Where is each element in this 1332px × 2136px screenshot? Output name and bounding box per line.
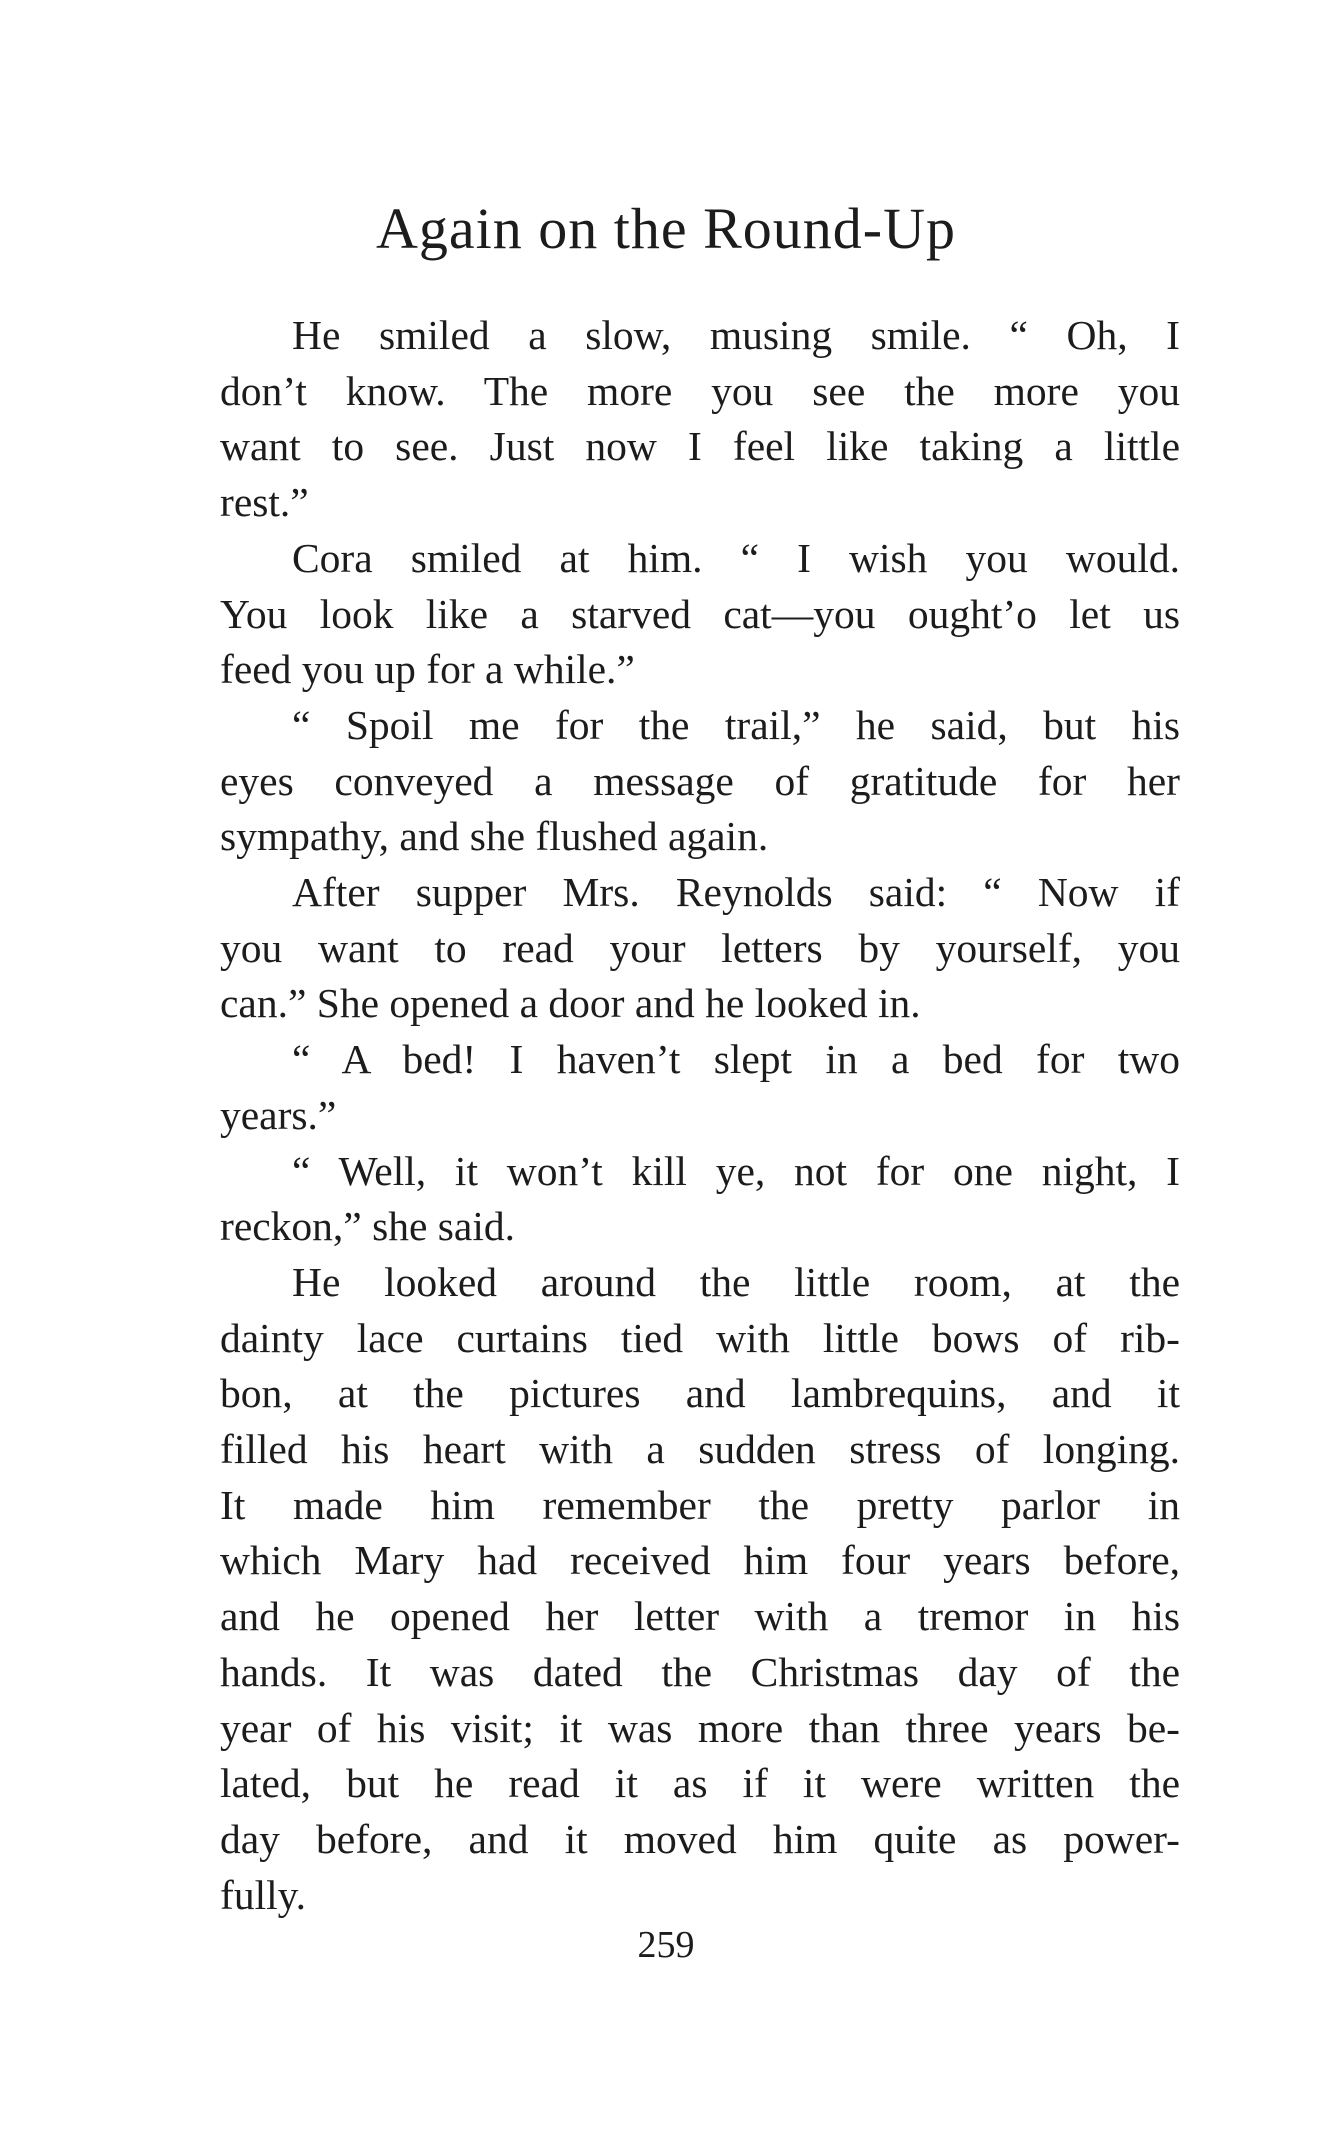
text-line: can.” She opened a door and he looked in.	[220, 980, 921, 1027]
text-line: He looked around the little room, at the	[292, 1258, 1180, 1305]
text-line: bon, at the pictures and lambrequins, and it	[220, 1370, 1180, 1417]
body-text	[220, 308, 1180, 1923]
text-line: which Mary had received him four years before,	[220, 1537, 1180, 1584]
text-line: feed you up for a while.”	[220, 646, 635, 693]
paragraph-1	[220, 308, 1180, 531]
text-line: fully.	[220, 1871, 307, 1918]
text-line: and he opened her letter with a tremor in his	[220, 1593, 1180, 1640]
text-line: hands. It was dated the Christmas day of the	[220, 1648, 1180, 1695]
text-line: “ Well, it won’t kill ye, not for one night, I	[292, 1147, 1180, 1194]
text-line: year of his visit; it was more than three years be-	[220, 1704, 1180, 1751]
text-line: want to see. Just now I feel like taking a little	[220, 423, 1180, 470]
running-head: Again on the Round-Up	[376, 196, 956, 261]
paragraph-7	[220, 1255, 1180, 1923]
text-line: sympathy, and she flushed again.	[220, 813, 769, 860]
text-line: “ Spoil me for the trail,” he said, but his	[292, 701, 1180, 748]
text-line: day before, and it moved him quite as power-	[220, 1815, 1180, 1862]
text-line: He smiled a slow, musing smile. “ Oh, I	[292, 312, 1180, 358]
paragraph-3	[220, 698, 1180, 865]
text-line: filled his heart with a sudden stress of longing.	[220, 1426, 1180, 1473]
text-line: It made him remember the pretty parlor in	[220, 1481, 1180, 1528]
text-line: dainty lace curtains tied with little bows of rib-	[220, 1314, 1180, 1361]
text-line: “ A bed! I haven’t slept in a bed for two	[292, 1036, 1180, 1083]
paragraph-5	[220, 1032, 1180, 1143]
text-line: don’t know. The more you see the more you	[220, 367, 1180, 414]
text-line: You look like a starved cat—you ought’o let us	[220, 590, 1180, 637]
page-number: 259	[637, 1924, 695, 1966]
text-line: Cora smiled at him. “ I wish you would.	[292, 534, 1180, 581]
text-line: rest.”	[220, 479, 309, 526]
paragraph-4	[220, 865, 1180, 1032]
text-line: years.”	[220, 1091, 337, 1138]
text-line: you want to read your letters by yourself, you	[220, 924, 1180, 971]
paragraph-6	[220, 1144, 1180, 1255]
text-line: reckon,” she said.	[220, 1203, 515, 1250]
paragraph-2	[220, 531, 1180, 698]
text-line: lated, but he read it as if it were written the	[220, 1760, 1180, 1807]
text-line: eyes conveyed a message of gratitude for her	[220, 757, 1180, 804]
text-line: After supper Mrs. Reynolds said: “ Now if	[292, 869, 1180, 916]
